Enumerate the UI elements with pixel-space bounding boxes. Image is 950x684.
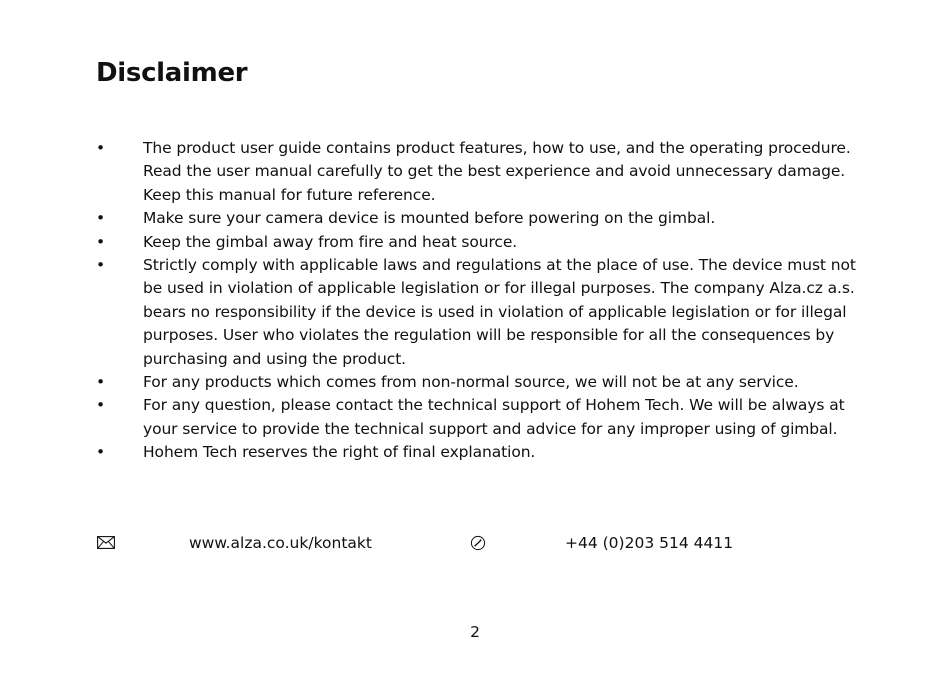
list-item-text: Keep the gimbal away from fire and heat source. bbox=[143, 232, 518, 251]
disclaimer-list bbox=[96, 137, 866, 465]
list-item bbox=[96, 137, 866, 207]
page-number: 2 bbox=[470, 623, 480, 641]
list-item bbox=[96, 394, 866, 441]
bullet-marker: • bbox=[96, 373, 106, 392]
list-item-text: Hohem Tech reserves the right of final explanation. bbox=[143, 443, 536, 462]
list-item bbox=[96, 207, 866, 230]
phone-number[interactable]: +44 (0)203 514 4411 bbox=[565, 534, 734, 552]
list-item bbox=[96, 371, 866, 394]
list-item-text: Make sure your camera device is mounted before powering on the gimbal. bbox=[143, 209, 716, 228]
bullet-marker: • bbox=[96, 396, 106, 415]
list-item bbox=[96, 441, 866, 464]
list-item bbox=[96, 254, 866, 371]
bullet-marker: • bbox=[96, 232, 106, 251]
list-item-text: For any products which comes from non-normal source, we will not be at any service. bbox=[143, 373, 799, 392]
page-title: Disclaimer bbox=[96, 58, 248, 88]
list-item bbox=[96, 231, 866, 254]
bullet-marker: • bbox=[96, 139, 106, 157]
bullet-marker: • bbox=[96, 209, 106, 228]
bullet-marker: • bbox=[96, 443, 106, 462]
list-item-text: For any question, please contact the technical support of Hohem Tech. We will be always at your service to provide the technical support and advice for any improper using of gimbal. bbox=[143, 396, 845, 438]
telephone-icon bbox=[470, 535, 486, 551]
envelope-icon bbox=[97, 536, 115, 549]
website-link[interactable]: www.alza.co.uk/kontakt bbox=[189, 534, 372, 552]
bullet-marker: • bbox=[96, 256, 106, 275]
list-item-text: The product user guide contains product features, how to use, and the operating procedure. Read the user manual carefully to get the best experience and avoid unnecessary damage. Keep this manual for future reference. bbox=[143, 139, 851, 204]
list-item-text: Strictly comply with applicable laws and regulations at the place of use. The device must not be used in violation of applicable legislation or for illegal purposes. The company Alza.cz a.s. bears no responsibility if the device is used in violation of applicable legislation or for illegal purposes. User who violates the regulation will be responsible for all the consequences by purchasing and using the product. bbox=[143, 256, 856, 368]
contact-row bbox=[0, 531, 950, 555]
